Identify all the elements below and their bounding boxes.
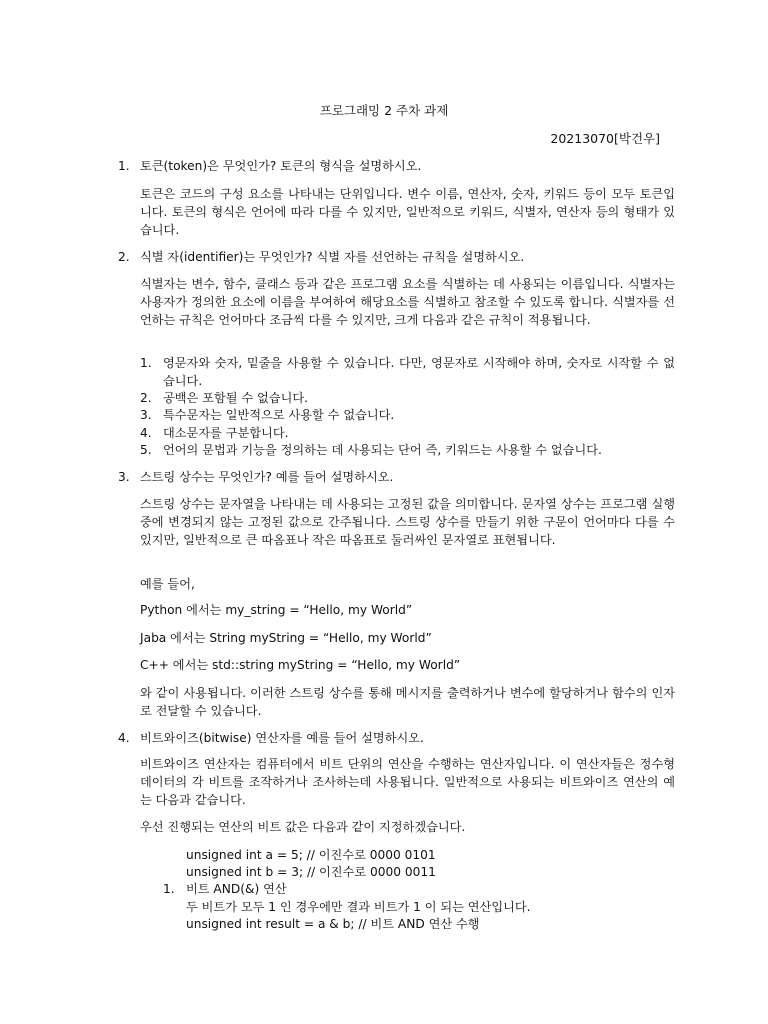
- student-id: 20213070[박건우]: [550, 131, 660, 146]
- subsection-title: 비트 AND(&) 연산: [186, 882, 287, 896]
- example-intro: 예를 들어,: [140, 577, 195, 591]
- question-text: 스트링 상수는 무엇인가? 예를 들어 설명하시오.: [140, 470, 394, 484]
- answer-3-closing: 와 같이 사용됩니다. 이러한 스트링 상수를 통해 메시지를 출력하거나 변수에 할당하거나 함수의 인자로 전달할 수 있습니다.: [140, 686, 675, 718]
- document-title: 프로그래밍 2 주차 과제: [319, 103, 449, 118]
- rule-text: 특수문자는 일반적으로 사용할 수 없습니다.: [163, 408, 395, 422]
- example-cpp: C++ 에서는 std::string myString = “Hello, my World”: [140, 658, 461, 672]
- code-line: unsigned int b = 3; // 이진수로 0000 0011: [186, 865, 436, 879]
- example-java: Jaba 에서는 String myString = “Hello, my World”: [140, 631, 432, 645]
- question-number: 2.: [118, 250, 130, 264]
- question-text: 비트와이즈(bitwise) 연산자를 예를 들어 설명하시오.: [140, 731, 424, 745]
- question-text: 식별 자(identifier)는 무엇인가? 식별 자를 선언하는 규칙을 설명하시오.: [140, 250, 525, 264]
- rule-number: 3.: [140, 408, 152, 422]
- question-number: 1.: [118, 159, 130, 173]
- question-text: 토큰(token)은 무엇인가? 토큰의 형식을 설명하시오.: [140, 159, 422, 173]
- rule-text: 대소문자를 구분합니다.: [163, 426, 289, 440]
- subsection-description: 두 비트가 모두 1 인 경우에만 결과 비트가 1 이 되는 연산입니다.: [186, 900, 531, 914]
- example-python: Python 에서는 my_string = “Hello, my World”: [140, 603, 413, 617]
- rule-number: 4.: [140, 426, 152, 440]
- question-number: 4.: [118, 731, 130, 745]
- answer-2: 식별자는 변수, 함수, 클래스 등과 같은 프로그램 요소를 식별하는 데 사용되는 이름입니다. 식별자는 사용자가 정의한 요소에 이름을 부여하여 해당요소를 식별하고 참조할 수 있도록 합니다. 식별자를 선언하는 규칙은 언어마다 조금씩 다를 수 있지만, 크게 다음과 같은 규칙이 적용됩니다.: [140, 277, 675, 327]
- rule-text: 공백은 포함될 수 없습니다.: [163, 391, 309, 405]
- rule-text: 언어의 문법과 기능을 정의하는 데 사용되는 단어 즉, 키워드는 사용할 수 없습니다.: [163, 443, 602, 457]
- answer-4-intro: 우선 진행되는 연산의 비트 값은 다음과 같이 지정하겠습니다.: [140, 820, 466, 834]
- rule-text: 영문자와 숫자, 밑줄을 사용할 수 있습니다. 다만, 영문자로 시작해야 하며, 숫자로 시작할 수 없습니다.: [163, 356, 675, 388]
- rule-number: 1.: [140, 356, 152, 370]
- code-line: unsigned int result = a & b; // 비트 AND 연산 수행: [186, 917, 480, 931]
- question-number: 3.: [118, 470, 130, 484]
- subsection-number: 1.: [163, 882, 175, 896]
- answer-3: 스트링 상수는 문자열을 나타내는 데 사용되는 고정된 값을 의미합니다. 문자열 상수는 프로그램 실행 중에 변경되지 않는 고정된 값으로 간주됩니다. 스트링 상수를 만들기 위한 구문이 언어마다 다를 수 있지만, 일반적으로 큰 따옴표나 작은 따옴표로 둘러싸인 문자열로 표현됩니다.: [140, 497, 675, 547]
- answer-4: 비트와이즈 연산자는 컴퓨터에서 비트 단위의 연산을 수행하는 연산자입니다. 이 연산자들은 정수형 데이터의 각 비트를 조작하거나 조사하는데 사용됩니다. 일반적으로 사용되는 비트와이즈 연산의 예는 다음과 같습니다.: [140, 757, 675, 807]
- answer-1: 토큰은 코드의 구성 요소를 나타내는 단위입니다. 변수 이름, 연산자, 숫자, 키워드 등이 모두 토큰입니다. 토큰의 형식은 언어에 따라 다를 수 있지만, 일반적으로 키워드, 식별자, 연산자 등의 형태가 있습니다.: [140, 187, 675, 237]
- rule-number: 2.: [140, 391, 152, 405]
- code-line: unsigned int a = 5; // 이진수로 0000 0101: [186, 848, 436, 862]
- rule-number: 5.: [140, 443, 152, 457]
